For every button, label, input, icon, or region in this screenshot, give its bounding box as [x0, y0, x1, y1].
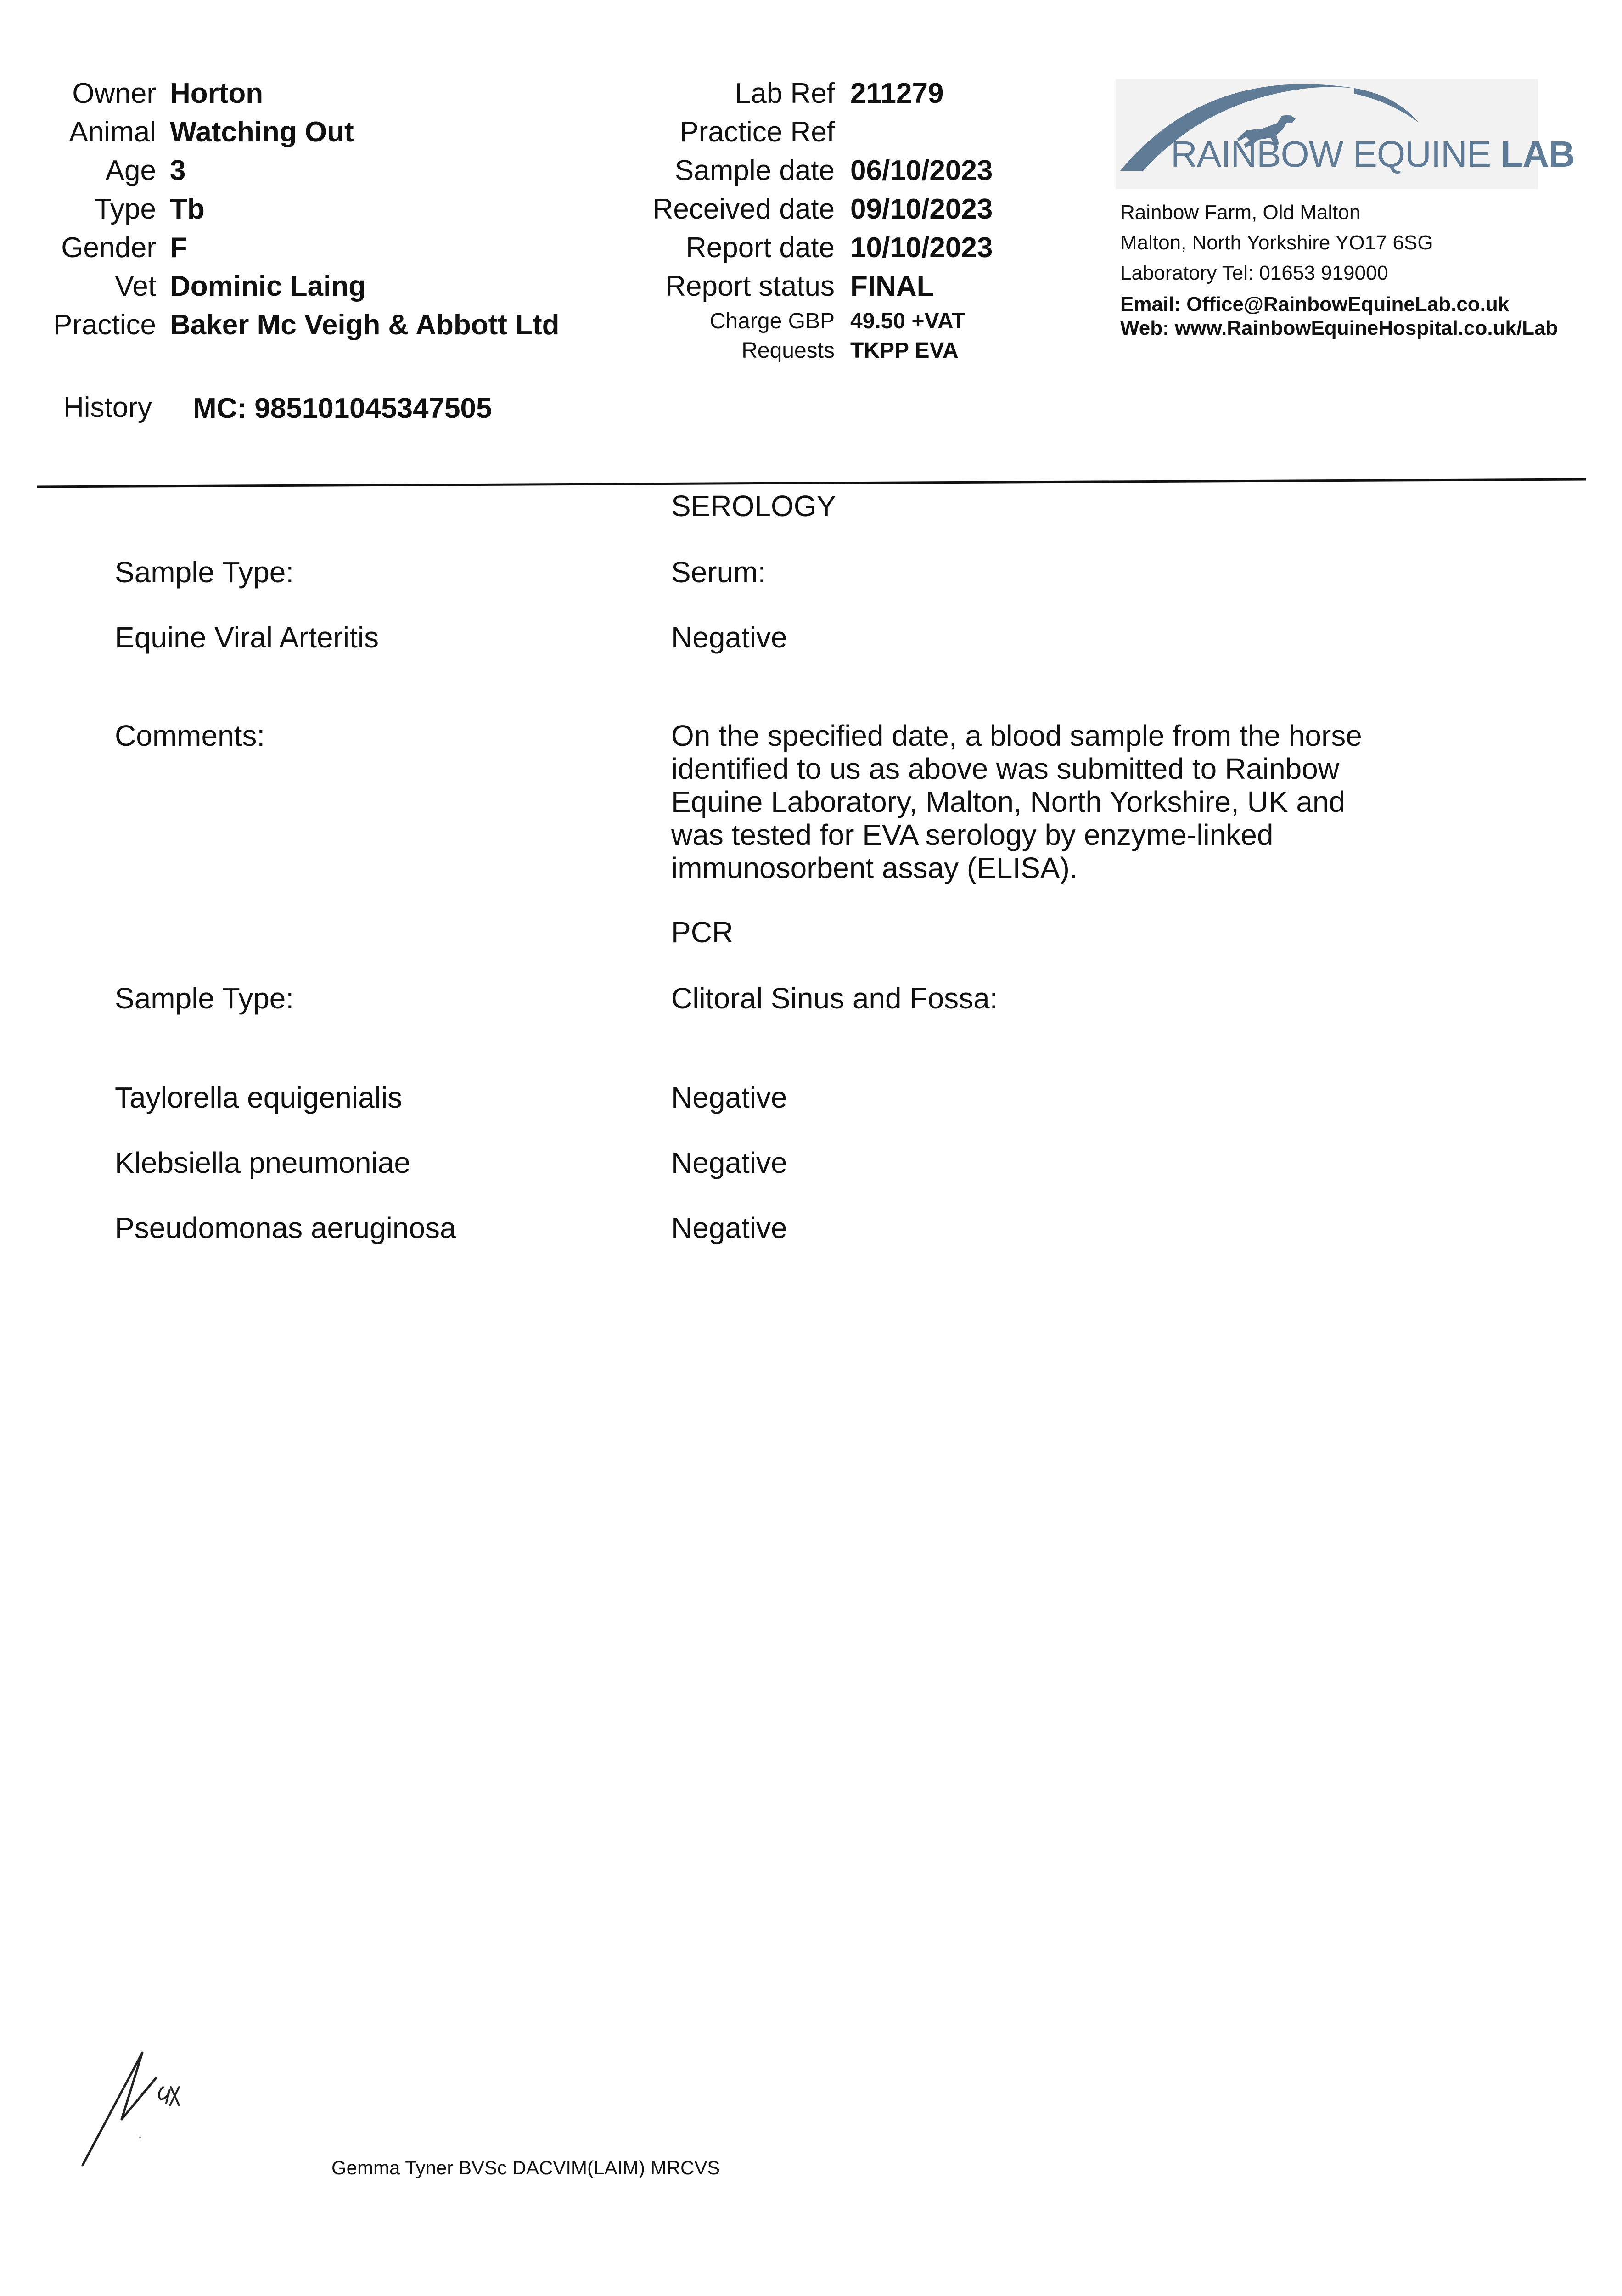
type-label: Type [94, 193, 156, 225]
sample-date-label: Sample date [674, 155, 835, 186]
requests-value: TKPP EVA [850, 338, 959, 363]
serology-sample-type-label: Sample Type: [115, 556, 294, 589]
logo-text [1171, 133, 1575, 175]
practice-ref-label: Practice Ref [679, 116, 835, 148]
comment-line: was tested for EVA serology by enzyme-linked [671, 818, 1274, 851]
pcr-test-name: Klebsiella pneumoniae [115, 1146, 410, 1179]
eva-test-name: Equine Viral Arteritis [115, 621, 379, 654]
comment-line: On the specified date, a blood sample from the horse [671, 719, 1362, 752]
requests-label: Requests [741, 338, 835, 363]
received-date-value: 09/10/2023 [850, 193, 993, 225]
rainbow-equine-lab-logo [1116, 79, 1575, 189]
report-date-label: Report date [686, 232, 835, 264]
logo-text-light: RAINBOW EQUINE [1171, 134, 1501, 174]
practice-label: Practice [53, 309, 156, 341]
pcr-test-name: Taylorella equigenialis [115, 1081, 403, 1114]
address-line-1: Rainbow Farm, Old Malton [1120, 201, 1361, 224]
report-status-value: FINAL [850, 270, 934, 302]
eva-test-result: Negative [671, 621, 787, 654]
history-label: History [63, 392, 152, 423]
owner-label: Owner [72, 78, 156, 109]
comments-text [671, 719, 1415, 884]
vet-label: Vet [115, 270, 156, 302]
animal-label: Animal [69, 116, 156, 148]
type-value: Tb [170, 193, 205, 225]
received-date-label: Received date [652, 193, 835, 225]
lab-details [0, 74, 1102, 373]
animal-value: Watching Out [170, 116, 354, 148]
pcr-heading: PCR [671, 916, 734, 949]
comment-line: identified to us as above was submitted to Rainbow [671, 752, 1340, 785]
pcr-sample-type-value: Clitoral Sinus and Fossa: [671, 982, 998, 1015]
owner-value: Horton [170, 78, 264, 109]
gender-value: F [170, 232, 187, 264]
history-value: MC: 985101045347505 [193, 393, 492, 424]
lab-ref-label: Lab Ref [735, 78, 835, 109]
comments-label: Comments: [115, 719, 265, 752]
pcr-test-name: Pseudomonas aeruginosa [115, 1211, 456, 1244]
pcr-test-result: Negative [671, 1211, 787, 1244]
charge-label: Charge GBP [709, 309, 835, 333]
pcr-test-result: Negative [671, 1081, 787, 1114]
pcr-test-result: Negative [671, 1146, 787, 1179]
sample-date-value: 06/10/2023 [850, 155, 993, 186]
serology-heading: SEROLOGY [671, 490, 836, 523]
comment-line: Equine Laboratory, Malton, North Yorkshire, UK and [671, 785, 1346, 818]
signatory-name: Gemma Tyner BVSc DACVIM(LAIM) MRCVS [331, 2157, 720, 2178]
charge-value: 49.50 +VAT [850, 309, 965, 333]
comment-line: immunosorbent assay (ELISA). [671, 851, 1078, 884]
serology-sample-type-value: Serum: [671, 556, 766, 589]
lab-website[interactable]: Web: www.RainbowEquineHospital.co.uk/Lab [1120, 317, 1558, 339]
lab-email[interactable]: Email: Office@RainbowEquineLab.co.uk [1120, 293, 1510, 315]
gender-label: Gender [61, 232, 156, 264]
age-value: 3 [170, 155, 186, 186]
pcr-sample-type-label: Sample Type: [115, 982, 294, 1015]
logo-text-bold: LAB [1500, 134, 1575, 174]
vet-value: Dominic Laing [170, 270, 366, 302]
age-label: Age [105, 155, 156, 186]
lab-telephone: Laboratory Tel: 01653 919000 [1120, 262, 1388, 284]
report-date-value: 10/10/2023 [850, 232, 993, 264]
report-status-label: Report status [665, 270, 835, 302]
practice-value: Baker Mc Veigh & Abbott Ltd [170, 309, 560, 341]
lab-ref-value: 211279 [850, 78, 944, 109]
address-line-2: Malton, North Yorkshire YO17 6SG [1120, 231, 1433, 254]
handwritten-signature [69, 2043, 216, 2190]
